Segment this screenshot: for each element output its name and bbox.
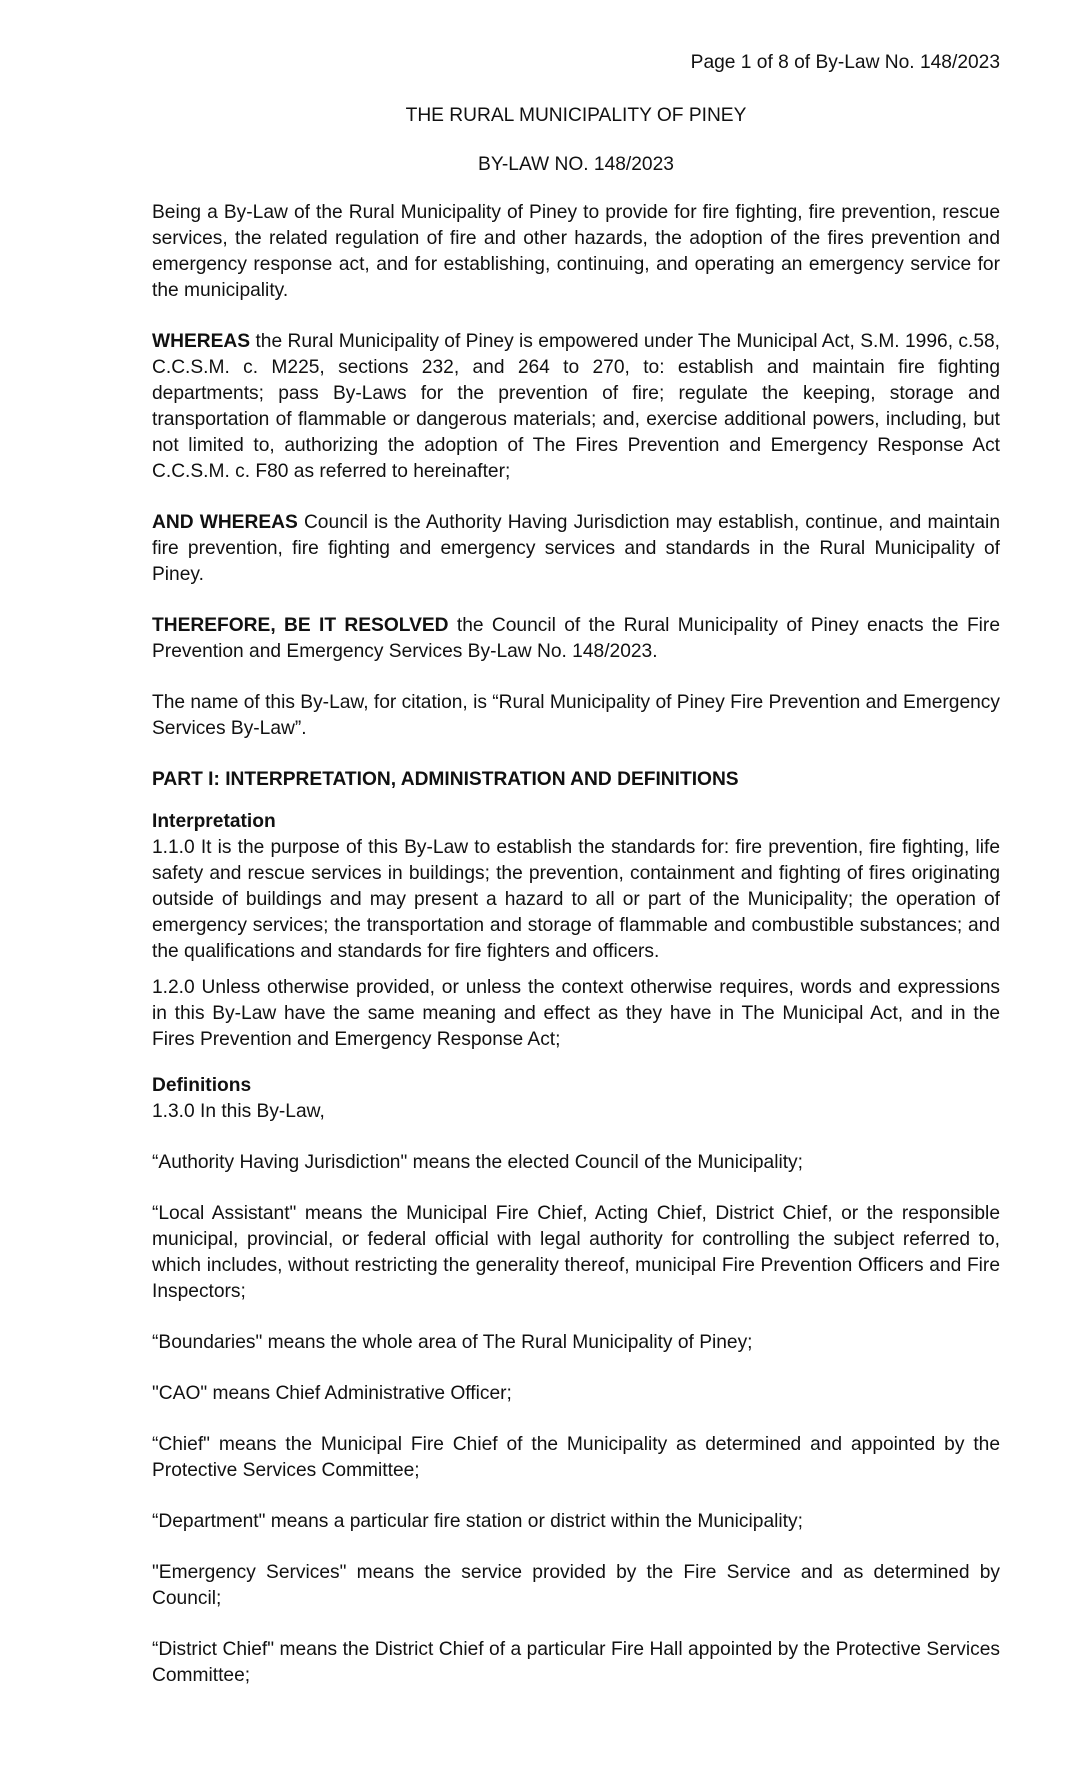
definitions-heading: Definitions: [152, 1075, 252, 1096]
definition-item: “Department" means a particular fire station or district within the Municipality;: [152, 1511, 803, 1532]
document-title: THE RURAL MUNICIPALITY OF PINEY: [405, 105, 747, 126]
therefore-keyword: THEREFORE, BE IT RESOLVED: [152, 615, 449, 636]
definition-item: "CAO" means Chief Administrative Officer;: [152, 1383, 512, 1404]
clause-1-2-0: 1.2.0 Unless otherwise provided, or unless the context otherwise requires, words and expressions in this By-Law have the same meaning and effect as they have in The Municipal Act, and in the Fires Prevention and Emergency Response Act;: [152, 977, 1000, 1050]
whereas-keyword: WHEREAS: [152, 331, 251, 352]
interpretation-heading: Interpretation: [152, 811, 276, 832]
definition-item: “Authority Having Jurisdiction" means the elected Council of the Municipality;: [152, 1152, 803, 1173]
definition-item: “District Chief" means the District Chief of a particular Fire Hall appointed by the Protective Services Committee;: [152, 1639, 1000, 1686]
and-whereas-paragraph: [152, 510, 1000, 588]
clause-1-1-0: 1.1.0 It is the purpose of this By-Law to establish the standards for: fire prevention, fire fighting, life safety and rescue services in buildings; the prevention, containment and fighting of fires originating outside of buildings and may present a hazard to all or part of the Municipality; the operation of emergency services; the transportation and storage of flammable and combustible substances; and the qualifications and standards for fire fighters and officers.: [152, 837, 1000, 962]
document-body: [152, 200, 1000, 1714]
therefore-text: the Council of the Rural Municipality of Piney enacts the Fire Prevention and Emergency Services By-Law No. 148/2023.: [152, 615, 1000, 662]
whereas-text: the Rural Municipality of Piney is empowered under The Municipal Act, S.M. 1996, c.58, C.C.S.M. c. M225, sections 232, and 264 to 270, to: establish and maintain fire fighting departments; pass By-Laws for the prevention of fire; regulate the keeping, storage and transportation of flammable or dangerous materials; and, exercise additional powers, including, but not limited to, authorizing the adoption of The Fires Prevention and Emergency Response Act C.C.S.M. c. F80 as referred to hereinafter;: [152, 331, 1000, 482]
definition-item: “Chief" means the Municipal Fire Chief of the Municipality as determined and appointed by the Protective Services Committee;: [152, 1434, 1000, 1481]
therefore-paragraph: [152, 613, 1000, 665]
and-whereas-keyword: AND WHEREAS: [152, 512, 298, 533]
definition-item: “Local Assistant" means the Municipal Fire Chief, Acting Chief, District Chief, or the responsible municipal, provincial, or federal official with legal authority for controlling the subject referred to, which includes, without restricting the generality thereof, municipal Fire Prevention Officers and Fire Inspectors;: [152, 1203, 1000, 1302]
part-one-heading: PART I: INTERPRETATION, ADMINISTRATION AND DEFINITIONS: [152, 769, 739, 790]
citation-paragraph: The name of this By-Law, for citation, is “Rural Municipality of Piney Fire Prevention and Emergency Services By-Law”.: [152, 692, 1000, 739]
definition-item: "Emergency Services" means the service provided by the Fire Service and as determined by Council;: [152, 1562, 1000, 1609]
bylaw-number: BY-LAW NO. 148/2023: [478, 154, 674, 175]
whereas-paragraph: [152, 329, 1000, 485]
page-number-header: Page 1 of 8 of By-Law No. 148/2023: [690, 52, 1000, 73]
clause-1-3-0: 1.3.0 In this By-Law,: [152, 1101, 325, 1122]
preamble-paragraph: Being a By-Law of the Rural Municipality of Piney to provide for fire fighting, fire prevention, rescue services, the related regulation of fire and other hazards, the adoption of the fires prevention and emergency response act, and for establishing, continuing, and operating an emergency service for the municipality.: [152, 202, 1000, 301]
and-whereas-text: Council is the Authority Having Jurisdiction may establish, continue, and maintain fire prevention, fire fighting and emergency services and standards in the Rural Municipality of Piney.: [152, 512, 1000, 585]
definition-item: “Boundaries" means the whole area of The Rural Municipality of Piney;: [152, 1332, 753, 1353]
